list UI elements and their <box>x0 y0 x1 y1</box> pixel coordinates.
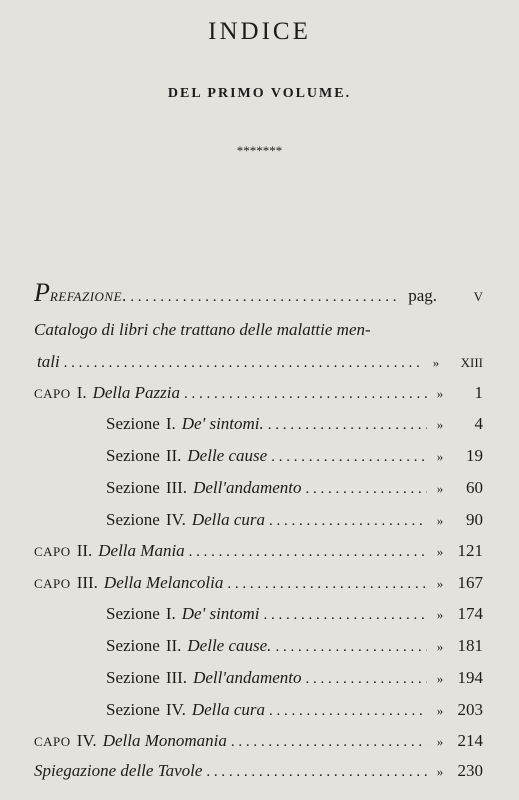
entry-prefix: Sezione <box>106 446 160 465</box>
page-number: 181 <box>457 636 483 655</box>
entry-roman: III. <box>165 478 188 497</box>
leader-dots <box>275 639 427 656</box>
entry-prefix: CAPO <box>34 386 71 401</box>
entry-title: Spiegazione delle Tavole <box>34 761 203 780</box>
leader-dots <box>206 764 427 781</box>
entry-title: De' sintomi <box>181 604 260 623</box>
toc-entry-catalogo-line2 <box>37 352 483 372</box>
leader-dots <box>64 355 423 372</box>
ditto-mark: » <box>432 355 440 370</box>
entry-title: Della Pazzia <box>92 383 180 402</box>
toc-entry <box>106 700 483 720</box>
toc-entry <box>34 541 483 561</box>
page-number: 167 <box>457 573 483 592</box>
entry-label <box>34 278 126 308</box>
entry-title: Delle cause <box>187 446 268 465</box>
entry-prefix: Sezione <box>106 478 160 497</box>
entry-prefix: Sezione <box>106 700 160 719</box>
page-number: 230 <box>457 761 483 780</box>
entry-prefix: CAPO <box>34 734 71 749</box>
toc-entry-catalogo-line1 <box>34 320 483 340</box>
entry-roman: I. <box>76 383 87 402</box>
entry-title: Dell'andamento <box>193 668 302 687</box>
leader-dots <box>306 671 427 688</box>
ditto-mark: » <box>436 449 444 464</box>
page-number: 214 <box>457 731 483 750</box>
toc-entry-prefazione <box>34 278 483 308</box>
entry-roman: II. <box>76 541 93 560</box>
drop-initial: P <box>34 278 50 307</box>
leader-dots <box>130 289 398 306</box>
page-number: 121 <box>457 541 483 560</box>
entry-roman: II. <box>165 636 182 655</box>
entry-roman: III. <box>165 668 188 687</box>
entry-roman: III. <box>76 573 98 592</box>
leader-dots <box>189 544 427 561</box>
page-number: 60 <box>466 478 483 497</box>
toc-entry <box>106 510 483 530</box>
ditto-mark: » <box>436 513 444 528</box>
leader-dots <box>184 386 427 403</box>
entry-prefix: Sezione <box>106 414 160 433</box>
entry-title: Dell'andamento <box>193 478 302 497</box>
toc-entry-spiegazione <box>34 761 483 781</box>
entry-period: . <box>122 286 127 305</box>
page-number: 90 <box>466 510 483 529</box>
ditto-mark: » <box>436 734 444 749</box>
page-number: 174 <box>457 604 483 623</box>
entry-title: Della Monomania <box>102 731 227 750</box>
leader-dots <box>227 576 427 593</box>
ditto-mark: » <box>436 607 444 622</box>
entry-title: Catalogo di libri che trattano delle malattie men- <box>34 320 371 339</box>
toc-entry <box>34 573 483 593</box>
entry-roman: I. <box>165 604 176 623</box>
page-number: XIII <box>460 355 483 370</box>
entry-title: REFAZIONE <box>49 289 123 304</box>
leader-dots <box>268 417 427 434</box>
toc-entry <box>106 446 483 466</box>
entry-title-cont: tali <box>37 352 60 371</box>
leader-dots <box>269 513 427 530</box>
ditto-mark: » <box>436 544 444 559</box>
entry-prefix: CAPO <box>34 576 71 591</box>
toc-entry <box>106 604 483 624</box>
entry-title: Della cura <box>191 510 266 529</box>
ditto-mark: » <box>436 481 444 496</box>
entry-roman: I. <box>165 414 176 433</box>
pag-label: pag. <box>408 286 437 305</box>
entry-title: Delle cause. <box>187 636 272 655</box>
toc-entry <box>106 478 483 498</box>
page-subtitle: DEL PRIMO VOLUME. <box>167 86 352 101</box>
toc-entry <box>34 731 483 751</box>
entry-prefix: Sezione <box>106 636 160 655</box>
entry-title: Della cura <box>191 700 266 719</box>
entry-roman: IV. <box>165 700 186 719</box>
toc-entry <box>106 414 483 434</box>
entry-prefix: CAPO <box>34 544 71 559</box>
ornament-stars: ******* <box>236 143 283 158</box>
toc-entry <box>106 636 483 656</box>
entry-title: De' sintomi. <box>181 414 264 433</box>
entry-prefix: Sezione <box>106 510 160 529</box>
page-number: 19 <box>466 446 483 465</box>
entry-roman: II. <box>165 446 182 465</box>
ditto-mark: » <box>436 671 444 686</box>
leader-dots <box>264 607 427 624</box>
leader-dots <box>271 449 427 466</box>
ditto-mark: » <box>436 639 444 654</box>
ditto-mark: » <box>436 764 444 779</box>
ditto-mark: » <box>436 576 444 591</box>
ditto-mark: » <box>436 703 444 718</box>
page-number: 1 <box>474 383 483 402</box>
leader-dots <box>306 481 427 498</box>
toc-entry <box>106 668 483 688</box>
ditto-mark: » <box>436 417 444 432</box>
page-number: 194 <box>457 668 483 687</box>
page-title: INDICE <box>208 18 311 45</box>
entry-title: Della Melancolia <box>103 573 224 592</box>
entry-prefix: Sezione <box>106 604 160 623</box>
entry-prefix: Sezione <box>106 668 160 687</box>
page-number: V <box>473 289 483 304</box>
leader-dots <box>269 703 427 720</box>
leader-dots <box>231 734 427 751</box>
entry-roman: IV. <box>76 731 97 750</box>
ditto-mark: » <box>436 386 444 401</box>
page-number: 203 <box>457 700 483 719</box>
entry-title: Della Mania <box>98 541 185 560</box>
entry-roman: IV. <box>165 510 186 529</box>
page-number: 4 <box>474 414 483 433</box>
toc-entry <box>34 383 483 403</box>
